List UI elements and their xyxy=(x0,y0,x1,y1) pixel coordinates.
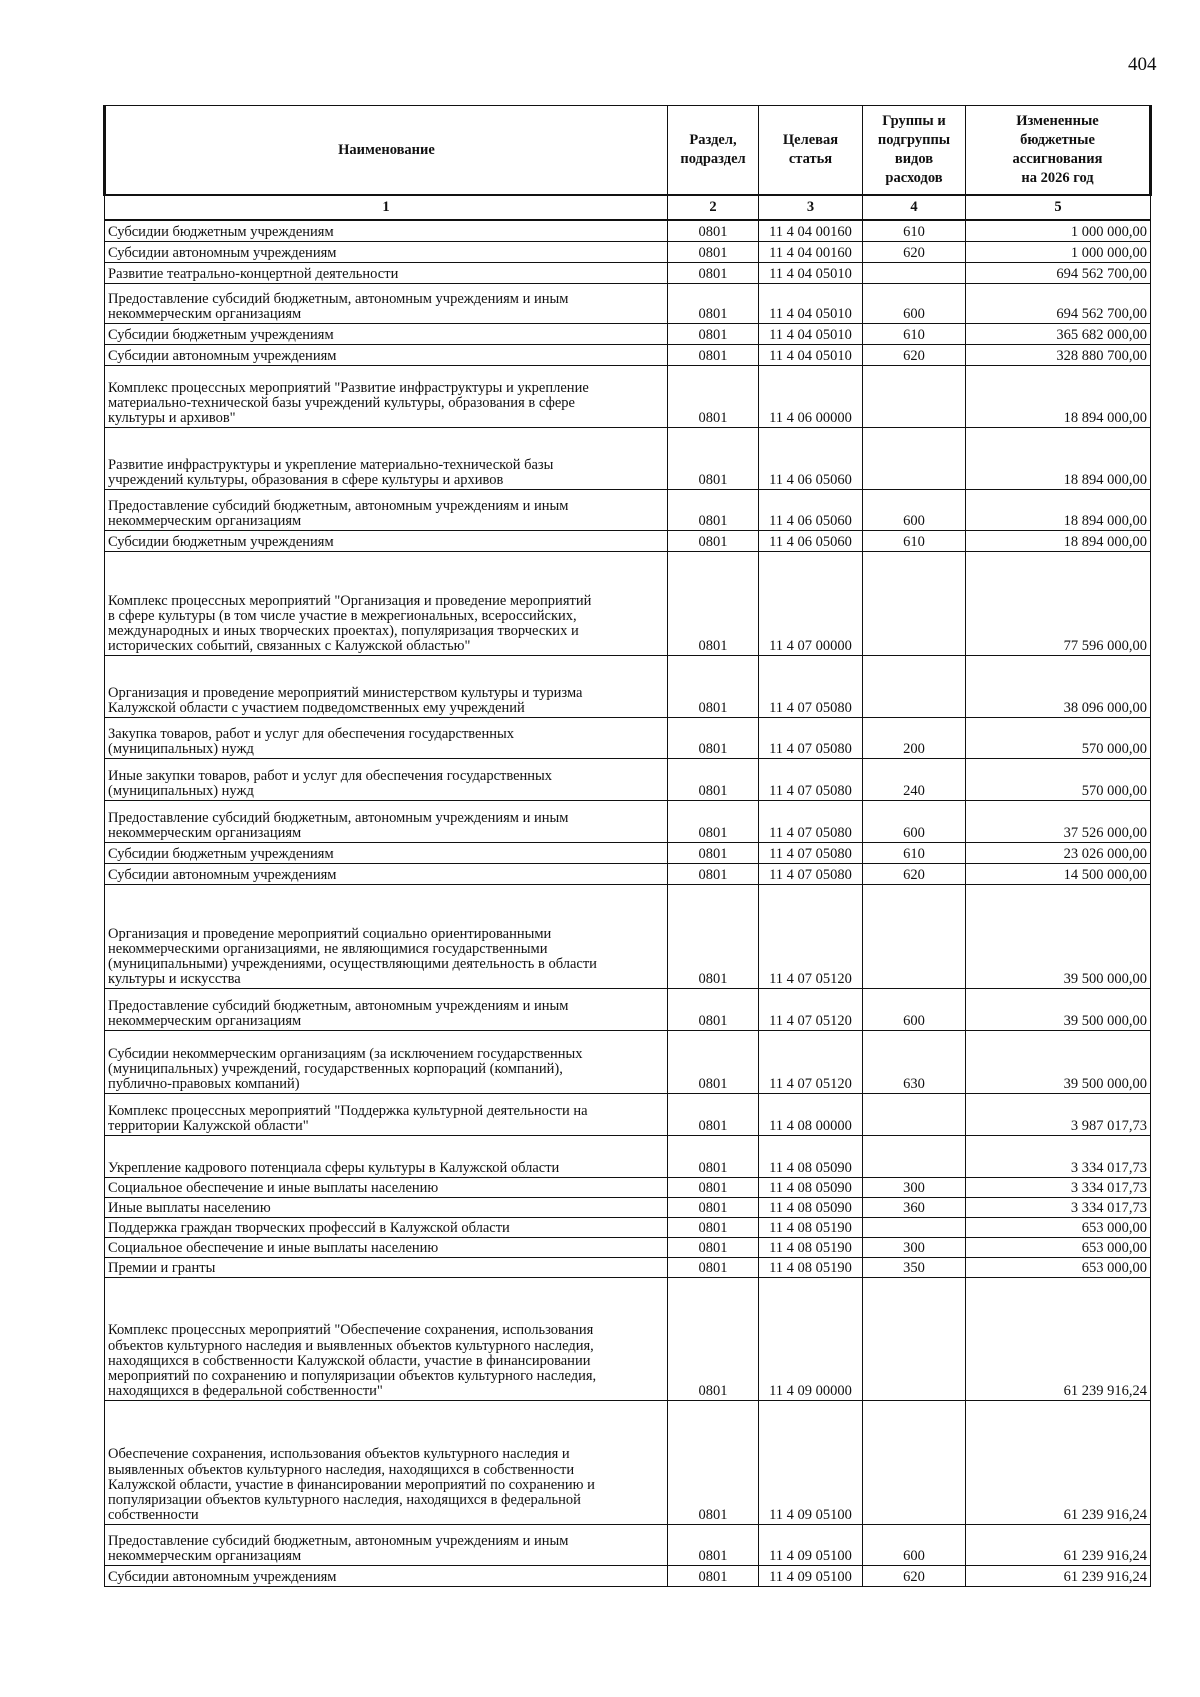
table-body xyxy=(105,220,1151,1586)
row-group-cell xyxy=(863,1277,966,1400)
table-header-row xyxy=(105,106,1151,196)
table-row xyxy=(105,1030,1151,1093)
row-amount-cell: 1 000 000,00 xyxy=(966,241,1151,262)
table-row xyxy=(105,323,1151,344)
row-group-cell: 610 xyxy=(863,842,966,863)
row-section-cell: 0801 xyxy=(668,1197,759,1217)
row-amount-cell: 694 562 700,00 xyxy=(966,262,1151,283)
row-section-cell: 0801 xyxy=(668,241,759,262)
table-row xyxy=(105,884,1151,988)
row-section-cell: 0801 xyxy=(668,800,759,842)
row-name-cell: Предоставление субсидий бюджетным, автономным учреждениям и иным некоммерческим организациям xyxy=(105,988,668,1030)
row-name-cell: Закупка товаров, работ и услуг для обеспечения государственных (муниципальных) нужд xyxy=(105,717,668,758)
row-target-cell: 11 4 08 05190 xyxy=(759,1217,863,1237)
row-target-cell: 11 4 08 05190 xyxy=(759,1257,863,1277)
row-amount-cell: 39 500 000,00 xyxy=(966,988,1151,1030)
table-row xyxy=(105,1177,1151,1197)
row-section-cell: 0801 xyxy=(668,1400,759,1524)
row-group-cell: 610 xyxy=(863,220,966,241)
row-target-cell: 11 4 08 05190 xyxy=(759,1237,863,1257)
row-amount-cell: 61 239 916,24 xyxy=(966,1565,1151,1586)
row-section-cell: 0801 xyxy=(668,530,759,551)
row-amount-cell: 1 000 000,00 xyxy=(966,220,1151,241)
table-row xyxy=(105,1565,1151,1586)
row-target-cell: 11 4 08 05090 xyxy=(759,1135,863,1177)
row-amount-cell: 39 500 000,00 xyxy=(966,884,1151,988)
row-target-cell: 11 4 06 05060 xyxy=(759,489,863,530)
header-groups: Группы и подгруппы видов расходов xyxy=(863,106,966,196)
row-name-cell: Премии и гранты xyxy=(105,1257,668,1277)
table-row xyxy=(105,800,1151,842)
table-row xyxy=(105,842,1151,863)
row-target-cell: 11 4 07 05080 xyxy=(759,842,863,863)
row-section-cell: 0801 xyxy=(668,551,759,655)
row-target-cell: 11 4 07 05120 xyxy=(759,988,863,1030)
row-group-cell xyxy=(863,551,966,655)
row-target-cell: 11 4 04 00160 xyxy=(759,241,863,262)
row-section-cell: 0801 xyxy=(668,1030,759,1093)
row-group-cell: 620 xyxy=(863,241,966,262)
row-name-cell: Иные выплаты населению xyxy=(105,1197,668,1217)
row-section-cell: 0801 xyxy=(668,1135,759,1177)
row-amount-cell: 3 334 017,73 xyxy=(966,1177,1151,1197)
row-group-cell: 240 xyxy=(863,758,966,800)
row-name-cell: Развитие театрально-концертной деятельности xyxy=(105,262,668,283)
table-row xyxy=(105,530,1151,551)
table-row xyxy=(105,489,1151,530)
row-amount-cell: 365 682 000,00 xyxy=(966,323,1151,344)
row-section-cell: 0801 xyxy=(668,1237,759,1257)
row-amount-cell: 653 000,00 xyxy=(966,1257,1151,1277)
page-number: 404 xyxy=(1128,54,1157,75)
row-target-cell: 11 4 08 00000 xyxy=(759,1093,863,1135)
column-number: 2 xyxy=(668,195,759,220)
table-row xyxy=(105,262,1151,283)
row-name-cell: Субсидии бюджетным учреждениям xyxy=(105,220,668,241)
row-name-cell: Субсидии автономным учреждениям xyxy=(105,1565,668,1586)
row-name-cell: Социальное обеспечение и иные выплаты населению xyxy=(105,1237,668,1257)
table-row xyxy=(105,1277,1151,1400)
row-target-cell: 11 4 04 05010 xyxy=(759,323,863,344)
row-section-cell: 0801 xyxy=(668,1257,759,1277)
row-amount-cell: 18 894 000,00 xyxy=(966,365,1151,427)
row-target-cell: 11 4 07 05080 xyxy=(759,863,863,884)
table-row xyxy=(105,283,1151,323)
row-amount-cell: 61 239 916,24 xyxy=(966,1400,1151,1524)
row-group-cell: 300 xyxy=(863,1237,966,1257)
row-name-cell: Субсидии автономным учреждениям xyxy=(105,863,668,884)
row-section-cell: 0801 xyxy=(668,1093,759,1135)
row-amount-cell: 14 500 000,00 xyxy=(966,863,1151,884)
row-name-cell: Предоставление субсидий бюджетным, автономным учреждениям и иным некоммерческим организациям xyxy=(105,283,668,323)
row-target-cell: 11 4 07 05120 xyxy=(759,1030,863,1093)
row-section-cell: 0801 xyxy=(668,344,759,365)
row-group-cell xyxy=(863,1217,966,1237)
budget-allocations-table xyxy=(103,105,1152,1587)
table-row xyxy=(105,241,1151,262)
row-target-cell: 11 4 06 05060 xyxy=(759,530,863,551)
row-amount-cell: 23 026 000,00 xyxy=(966,842,1151,863)
row-group-cell: 620 xyxy=(863,1565,966,1586)
table-row xyxy=(105,655,1151,717)
row-group-cell xyxy=(863,365,966,427)
row-group-cell xyxy=(863,1135,966,1177)
row-target-cell: 11 4 09 05100 xyxy=(759,1565,863,1586)
row-target-cell: 11 4 06 05060 xyxy=(759,427,863,489)
header-amount: Измененные бюджетные ассигнования на 2026 год xyxy=(966,106,1151,196)
table-row xyxy=(105,1400,1151,1524)
row-section-cell: 0801 xyxy=(668,1177,759,1197)
row-target-cell: 11 4 04 05010 xyxy=(759,262,863,283)
row-target-cell: 11 4 07 05080 xyxy=(759,717,863,758)
row-group-cell: 360 xyxy=(863,1197,966,1217)
row-section-cell: 0801 xyxy=(668,1565,759,1586)
row-section-cell: 0801 xyxy=(668,717,759,758)
row-target-cell: 11 4 07 05120 xyxy=(759,884,863,988)
row-section-cell: 0801 xyxy=(668,283,759,323)
row-group-cell: 600 xyxy=(863,1524,966,1565)
row-section-cell: 0801 xyxy=(668,365,759,427)
row-amount-cell: 38 096 000,00 xyxy=(966,655,1151,717)
row-amount-cell: 61 239 916,24 xyxy=(966,1524,1151,1565)
row-group-cell: 610 xyxy=(863,323,966,344)
row-name-cell: Предоставление субсидий бюджетным, автономным учреждениям и иным некоммерческим организациям xyxy=(105,800,668,842)
row-amount-cell: 653 000,00 xyxy=(966,1217,1151,1237)
row-target-cell: 11 4 09 05100 xyxy=(759,1524,863,1565)
row-amount-cell: 18 894 000,00 xyxy=(966,530,1151,551)
row-name-cell: Организация и проведение мероприятий социально ориентированными некоммерческими организациями, не являющимися государственными (муниципальными) учреждениями, осуществляющими деятельность в области культуры и искусства xyxy=(105,884,668,988)
row-section-cell: 0801 xyxy=(668,1277,759,1400)
row-target-cell: 11 4 04 05010 xyxy=(759,344,863,365)
row-name-cell: Субсидии бюджетным учреждениям xyxy=(105,323,668,344)
row-section-cell: 0801 xyxy=(668,988,759,1030)
row-section-cell: 0801 xyxy=(668,863,759,884)
row-name-cell: Поддержка граждан творческих профессий в Калужской области xyxy=(105,1217,668,1237)
table-row xyxy=(105,365,1151,427)
row-section-cell: 0801 xyxy=(668,323,759,344)
table-row xyxy=(105,717,1151,758)
row-section-cell: 0801 xyxy=(668,262,759,283)
row-name-cell: Субсидии бюджетным учреждениям xyxy=(105,530,668,551)
row-name-cell: Субсидии автономным учреждениям xyxy=(105,241,668,262)
row-amount-cell: 61 239 916,24 xyxy=(966,1277,1151,1400)
row-group-cell: 600 xyxy=(863,283,966,323)
table-row xyxy=(105,1217,1151,1237)
row-name-cell: Предоставление субсидий бюджетным, автономным учреждениям и иным некоммерческим организациям xyxy=(105,1524,668,1565)
header-target: Целевая статья xyxy=(759,106,863,196)
column-number-row xyxy=(105,195,1151,220)
row-name-cell: Комплекс процессных мероприятий "Обеспечение сохранения, использования объектов культурного наследия и выявленных объектов культурного наследия, находящихся в собственности Калужской области, участие в финансировании мероприятий по сохранению и популяризации объектов культурного наследия, находящихся в федеральной собственности" xyxy=(105,1277,668,1400)
row-target-cell: 11 4 08 05090 xyxy=(759,1197,863,1217)
row-section-cell: 0801 xyxy=(668,489,759,530)
row-amount-cell: 37 526 000,00 xyxy=(966,800,1151,842)
row-name-cell: Иные закупки товаров, работ и услуг для обеспечения государственных (муниципальных) нужд xyxy=(105,758,668,800)
table-row xyxy=(105,220,1151,241)
column-number: 5 xyxy=(966,195,1151,220)
row-amount-cell: 570 000,00 xyxy=(966,717,1151,758)
row-section-cell: 0801 xyxy=(668,842,759,863)
row-target-cell: 11 4 08 05090 xyxy=(759,1177,863,1197)
header-section: Раздел, подраздел xyxy=(668,106,759,196)
table-row xyxy=(105,863,1151,884)
row-group-cell xyxy=(863,884,966,988)
table-row xyxy=(105,1093,1151,1135)
row-group-cell: 620 xyxy=(863,863,966,884)
row-name-cell: Комплекс процессных мероприятий "Развитие инфраструктуры и укрепление материально-технической базы учреждений культуры, образования в сфере культуры и архивов" xyxy=(105,365,668,427)
row-group-cell xyxy=(863,427,966,489)
row-amount-cell: 694 562 700,00 xyxy=(966,283,1151,323)
row-group-cell xyxy=(863,262,966,283)
row-amount-cell: 3 334 017,73 xyxy=(966,1197,1151,1217)
row-name-cell: Развитие инфраструктуры и укрепление материально-технической базы учреждений культуры, образования в сфере культуры и архивов xyxy=(105,427,668,489)
row-section-cell: 0801 xyxy=(668,655,759,717)
row-name-cell: Комплекс процессных мероприятий "Организация и проведение мероприятий в сфере культуры (в том числе участие в межрегиональных, всероссийских, международных и иных творческих проектах), популяризация творческих и исторических событий, связанных с Калужской областью" xyxy=(105,551,668,655)
row-group-cell: 600 xyxy=(863,800,966,842)
row-group-cell xyxy=(863,1400,966,1524)
row-target-cell: 11 4 06 00000 xyxy=(759,365,863,427)
table-row xyxy=(105,1135,1151,1177)
row-section-cell: 0801 xyxy=(668,1524,759,1565)
row-name-cell: Социальное обеспечение и иные выплаты населению xyxy=(105,1177,668,1197)
row-amount-cell: 3 987 017,73 xyxy=(966,1093,1151,1135)
table-row xyxy=(105,344,1151,365)
row-name-cell: Комплекс процессных мероприятий "Поддержка культурной деятельности на территории Калужской области" xyxy=(105,1093,668,1135)
table-row xyxy=(105,758,1151,800)
table-row xyxy=(105,1524,1151,1565)
row-target-cell: 11 4 07 05080 xyxy=(759,655,863,717)
row-section-cell: 0801 xyxy=(668,884,759,988)
row-amount-cell: 328 880 700,00 xyxy=(966,344,1151,365)
row-amount-cell: 570 000,00 xyxy=(966,758,1151,800)
row-group-cell: 600 xyxy=(863,988,966,1030)
row-target-cell: 11 4 07 05080 xyxy=(759,800,863,842)
row-group-cell: 610 xyxy=(863,530,966,551)
row-target-cell: 11 4 04 05010 xyxy=(759,283,863,323)
row-section-cell: 0801 xyxy=(668,427,759,489)
column-number: 1 xyxy=(105,195,668,220)
row-name-cell: Субсидии некоммерческим организациям (за исключением государственных (муниципальных) учреждений, государственных корпораций (компаний), публично-правовых компаний) xyxy=(105,1030,668,1093)
row-target-cell: 11 4 09 05100 xyxy=(759,1400,863,1524)
row-target-cell: 11 4 04 00160 xyxy=(759,220,863,241)
row-name-cell: Организация и проведение мероприятий министерством культуры и туризма Калужской области с участием подведомственных ему учреждений xyxy=(105,655,668,717)
table-row xyxy=(105,551,1151,655)
table-row xyxy=(105,1237,1151,1257)
row-group-cell: 600 xyxy=(863,489,966,530)
header-name: Наименование xyxy=(105,106,668,196)
row-name-cell: Укрепление кадрового потенциала сферы культуры в Калужской области xyxy=(105,1135,668,1177)
row-amount-cell: 3 334 017,73 xyxy=(966,1135,1151,1177)
row-name-cell: Обеспечение сохранения, использования объектов культурного наследия и выявленных объектов культурного наследия, находящихся в собственности Калужской области, участие в финансировании мероприятий по сохранению и популяризации объектов культурного наследия, находящихся в федеральной собственности xyxy=(105,1400,668,1524)
table-row xyxy=(105,1257,1151,1277)
row-target-cell: 11 4 07 00000 xyxy=(759,551,863,655)
row-group-cell xyxy=(863,655,966,717)
table-row xyxy=(105,427,1151,489)
row-amount-cell: 653 000,00 xyxy=(966,1237,1151,1257)
row-section-cell: 0801 xyxy=(668,758,759,800)
row-group-cell: 350 xyxy=(863,1257,966,1277)
row-name-cell: Субсидии автономным учреждениям xyxy=(105,344,668,365)
row-section-cell: 0801 xyxy=(668,220,759,241)
row-name-cell: Предоставление субсидий бюджетным, автономным учреждениям и иным некоммерческим организациям xyxy=(105,489,668,530)
row-group-cell: 300 xyxy=(863,1177,966,1197)
row-group-cell: 620 xyxy=(863,344,966,365)
table-row xyxy=(105,988,1151,1030)
row-amount-cell: 18 894 000,00 xyxy=(966,489,1151,530)
row-group-cell: 630 xyxy=(863,1030,966,1093)
row-section-cell: 0801 xyxy=(668,1217,759,1237)
row-name-cell: Субсидии бюджетным учреждениям xyxy=(105,842,668,863)
row-amount-cell: 18 894 000,00 xyxy=(966,427,1151,489)
row-target-cell: 11 4 09 00000 xyxy=(759,1277,863,1400)
row-group-cell xyxy=(863,1093,966,1135)
row-amount-cell: 77 596 000,00 xyxy=(966,551,1151,655)
row-group-cell: 200 xyxy=(863,717,966,758)
column-number: 3 xyxy=(759,195,863,220)
row-amount-cell: 39 500 000,00 xyxy=(966,1030,1151,1093)
table-row xyxy=(105,1197,1151,1217)
row-target-cell: 11 4 07 05080 xyxy=(759,758,863,800)
column-number: 4 xyxy=(863,195,966,220)
